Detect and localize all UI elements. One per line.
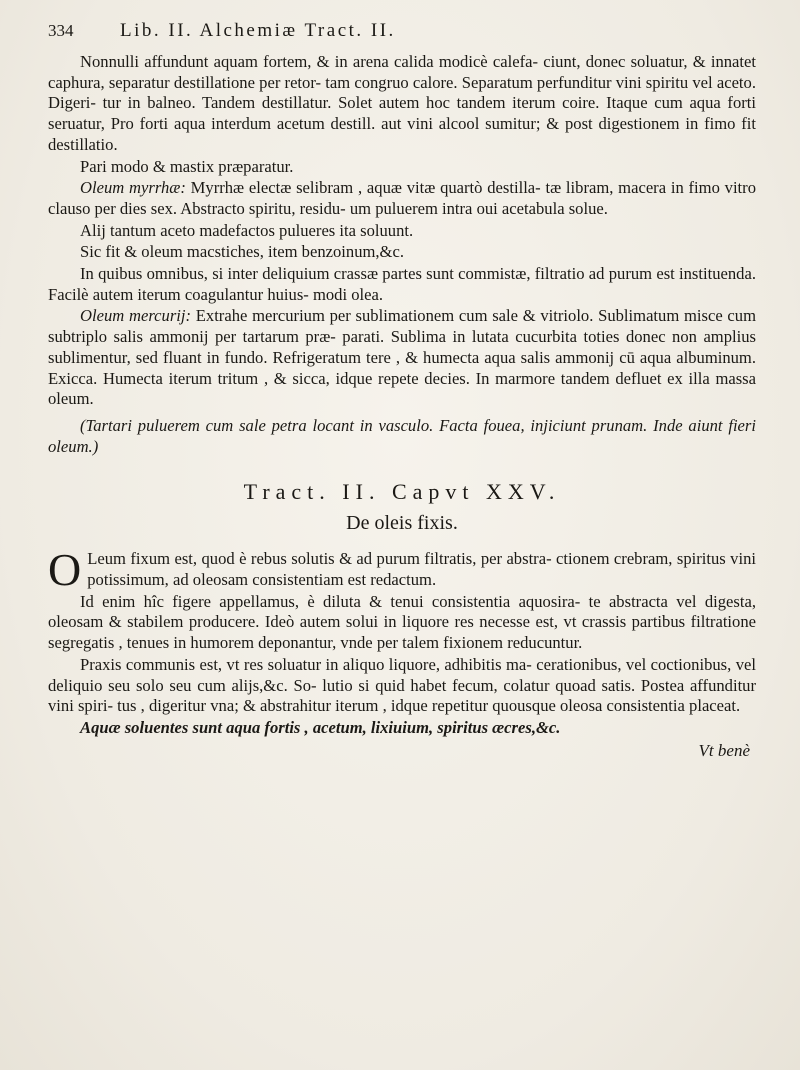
paragraph: Id enim hîc figere appellamus, è diluta & tenui consistentia aquosira- te abstracta vel digesta, oleosam & stabilem producere. Ideò autem solui in liquore res necesse est, vt crassis partibus filtratione segregatis , tenues in humorem deponantur, vnde per talem fixionem reducuntur.	[48, 591, 756, 653]
chapter-text	[48, 544, 756, 761]
paragraph: Praxis communis est, vt res soluatur in aliquo liquore, adhibitis ma- cerationibus, vel coctionibus, vel deliquio seu solo seu cum alijs,&c. So- lutio si quid habet fecum, colatur quoad satis. Postea affunditur vini spiri- tus , digeritur vna; & abstrahitur iterum , idque repetitur quousque oleosa consistentia placeat.	[48, 654, 756, 716]
paragraph: Alij tantum aceto madefactos pulueres ita soluunt.	[80, 220, 414, 240]
paragraph: Sic fit & oleum macstiches, item benzoinum,&c.	[80, 242, 404, 262]
paragraph-oleum-mercurii: Oleum mercurij: Extrahe mercurium per sublimationem cum sale & vitriolo. Sublimatum misce cum subtriplo salis ammonij per tartarum præ- parati. Sublima in lutata cucurbita toties donec non amplius sublimentur, sed fluant in fundo. Refrigeratum tere , & humecta aqua salis ammonij cū aqua albuminum. Exicca. Humecta iterum tritum , & sicca, idque repete decies. In marmore tandem defluet ex illa massa oleum.	[48, 306, 756, 409]
paragraph: In quibus omnibus, si inter deliquium crassæ partes sunt commistæ, filtratio ad purum est instituenda. Facilè autem iterum coagulantur huius- modi olea.	[48, 264, 756, 304]
paragraph-oleum-myrrhae: Oleum myrrhæ: Myrrhæ electæ selibram , aquæ vitæ quartò destilla- tæ libram, macera in fimo vitro clauso per dies sex. Abstracto spiritu, residu- um puluerem intra oui acetabula solue.	[48, 178, 756, 218]
chapter-heading: Tract. II. Capvt XXV.	[243, 479, 561, 505]
paragraph: Pari modo & mastix præparatur.	[80, 156, 294, 176]
paragraph-opening: O Leum fixum est, quod è rebus solutis & ad purum filtratis, per abstra- ctionem crebram, spiritus vini potissimum, ad oleosam consistentiam est redactum.	[48, 544, 756, 596]
running-title: Lib. II. Alchemiæ Tract. II.	[120, 20, 396, 41]
drop-cap: O	[48, 544, 82, 596]
bracketed-note: (Tartari puluerem cum sale petra locant in vasculo. Facta fouea, injiciunt prunam. Inde aiunt fieri oleum.)	[48, 415, 756, 456]
catchword: Vt benè	[698, 740, 750, 760]
closing-line: Aquæ soluentes sunt aqua fortis , acetum, lixiuium, spiritus æcres,&c.	[80, 717, 561, 737]
chapter-subheading: De oleis fixis.	[346, 512, 458, 535]
main-text	[48, 52, 756, 457]
paragraph: Nonnulli affundunt aquam fortem, & in arena calida modicè calefa- ciunt, donec soluatur, & innatet caphura, separatur destillatione per retor- tam congruo calore. Separatum perfunditur vini spiritu vel aceto. Digeri- tur in balneo. Tandem destillatur. Solet autem hoc tandem iterum coire. Itaque cum aqua forti seruatur, Pro forti aqua interdum acetum destill. aut vini alcool sumitur; & post digestionem in fimo fit destillatio.	[48, 52, 756, 154]
running-head	[48, 20, 756, 48]
page-number: 334	[48, 21, 74, 40]
